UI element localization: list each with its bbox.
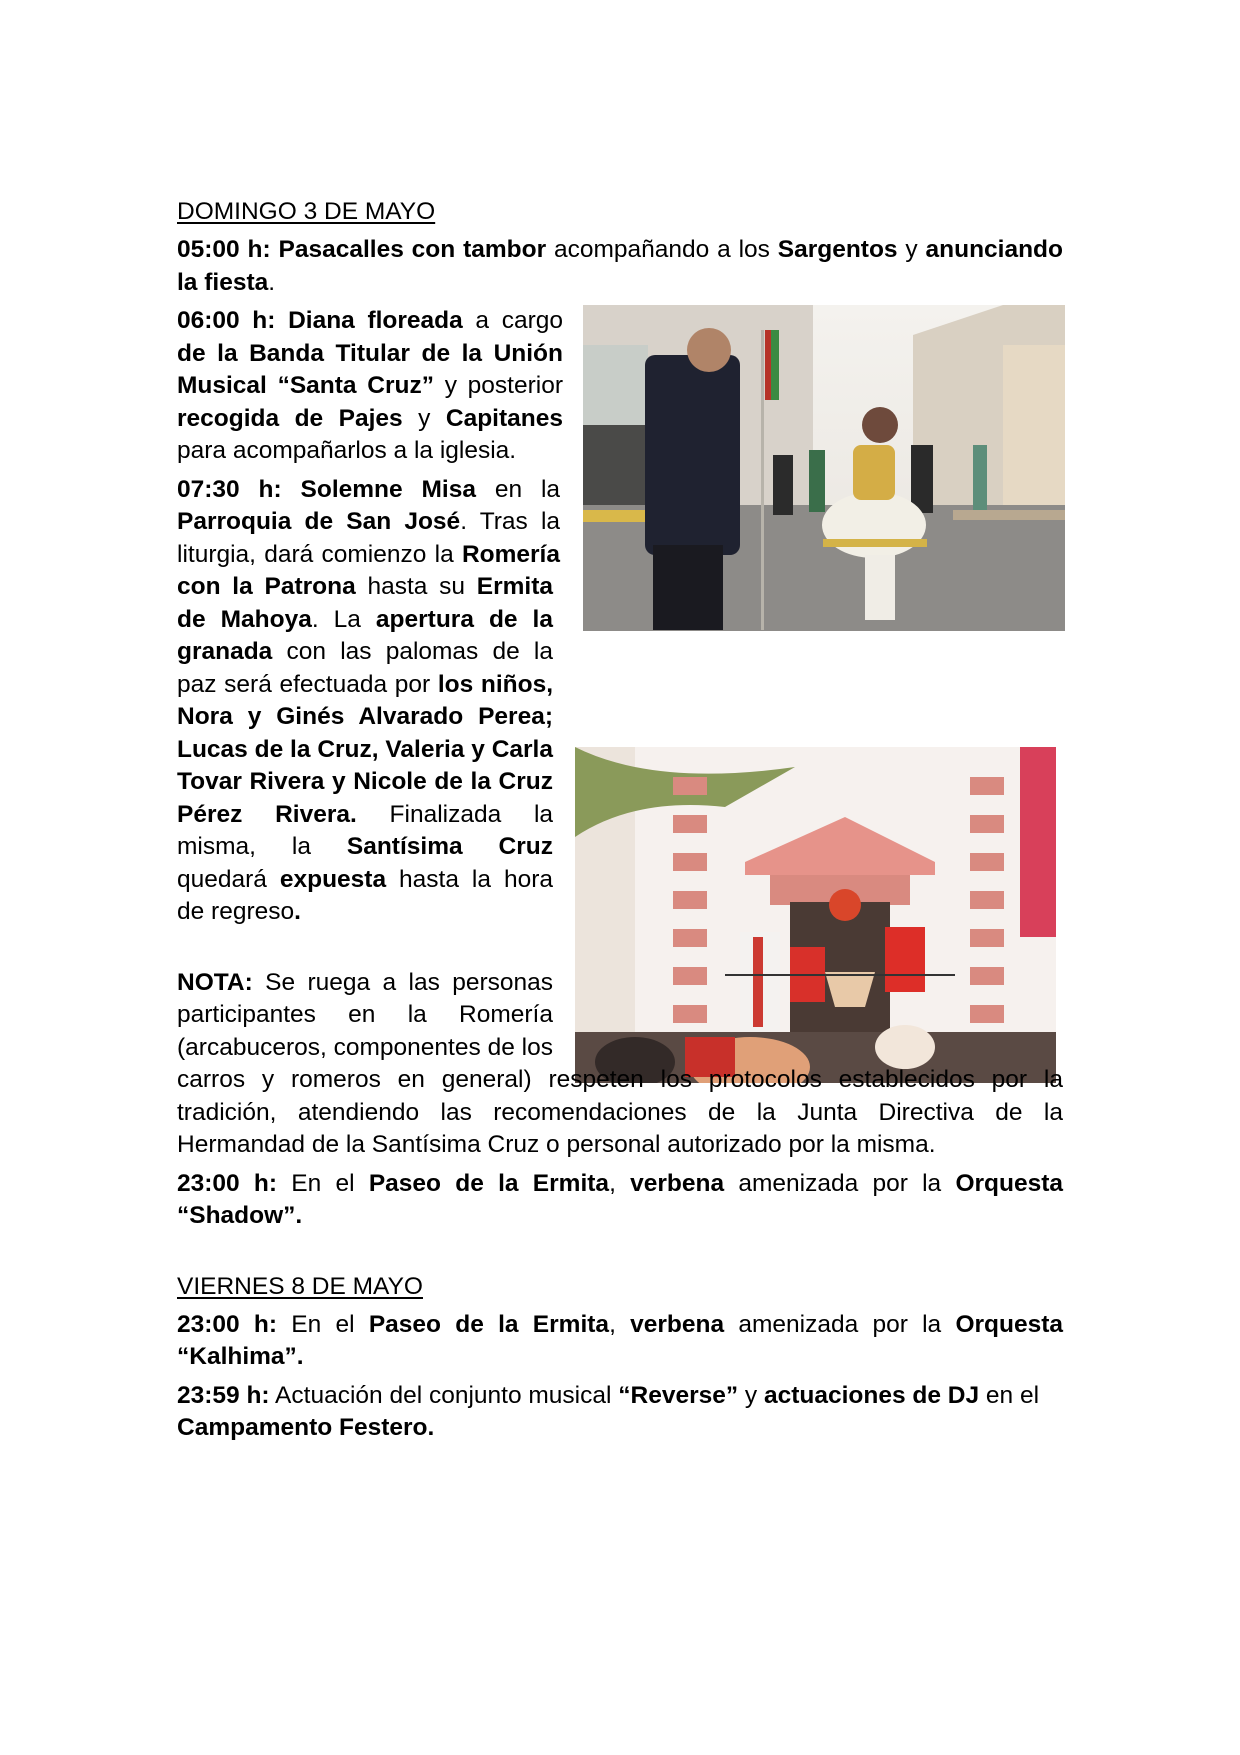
- entry-2359-viernes: 23:59 h: Actuación del conjunto musical “Reverse” y actuaciones de DJ en el Campamento Festero.: [177, 1381, 1040, 1441]
- entry-0730: 07:30 h: Solemne Misa en la Parroquia de San José. Tras la liturgia, dará comienzo la Romería con la Patrona hasta su Ermita de Mahoya. La apertura de la granada con las palomas de la paz será efectuada por los niños, Nora y Ginés Alvarado Perea; Lucas de la Cruz, Valeria y Carla Tovar Rivera y Nicole de la Cruz Pérez Rivera. Finalizada la misma, la Santísima Cruz quedará expuesta hasta la hora de regreso.: [177, 474, 1063, 929]
- entry-0600: 06:00 h: Diana floreada a cargo de la Banda Titular de la Unión Musical “Santa Cruz” y posterior recogida de Pajes y Capitanes para acompañarlos a la iglesia.: [177, 307, 564, 464]
- section-heading-domingo: DOMINGO 3 DE MAYO: [177, 198, 436, 225]
- entry-0500: 05:00 h: Pasacalles con tambor acompañando a los Sargentos y anunciando la fiesta.: [177, 236, 1063, 296]
- photo1-wrap: [560, 472, 1063, 603]
- photo2-wrap: [553, 701, 1063, 1041]
- entry-2300-domingo: 23:00 h: En el Paseo de la Ermita, verbena amenizada por la Orquesta “Shadow”.: [177, 1169, 1063, 1229]
- entry-2300-viernes: 23:00 h: En el Paseo de la Ermita, verbena amenizada por la Orquesta “Kalhima”.: [177, 1310, 1063, 1370]
- document-body: [177, 196, 1063, 1451]
- section-heading-viernes: VIERNES 8 DE MAYO: [177, 1272, 423, 1300]
- nota-paragraph: NOTA: Se ruega a las personas participantes en la Romería (arcabuceros, componentes de los carros y romeros en general) respeten los protocolos establecidos por la tradición, atendiendo las recomendaciones de la Junta Directiva de la Hermandad de la Santísima Cruz o personal autorizado por la misma.: [177, 968, 1063, 1158]
